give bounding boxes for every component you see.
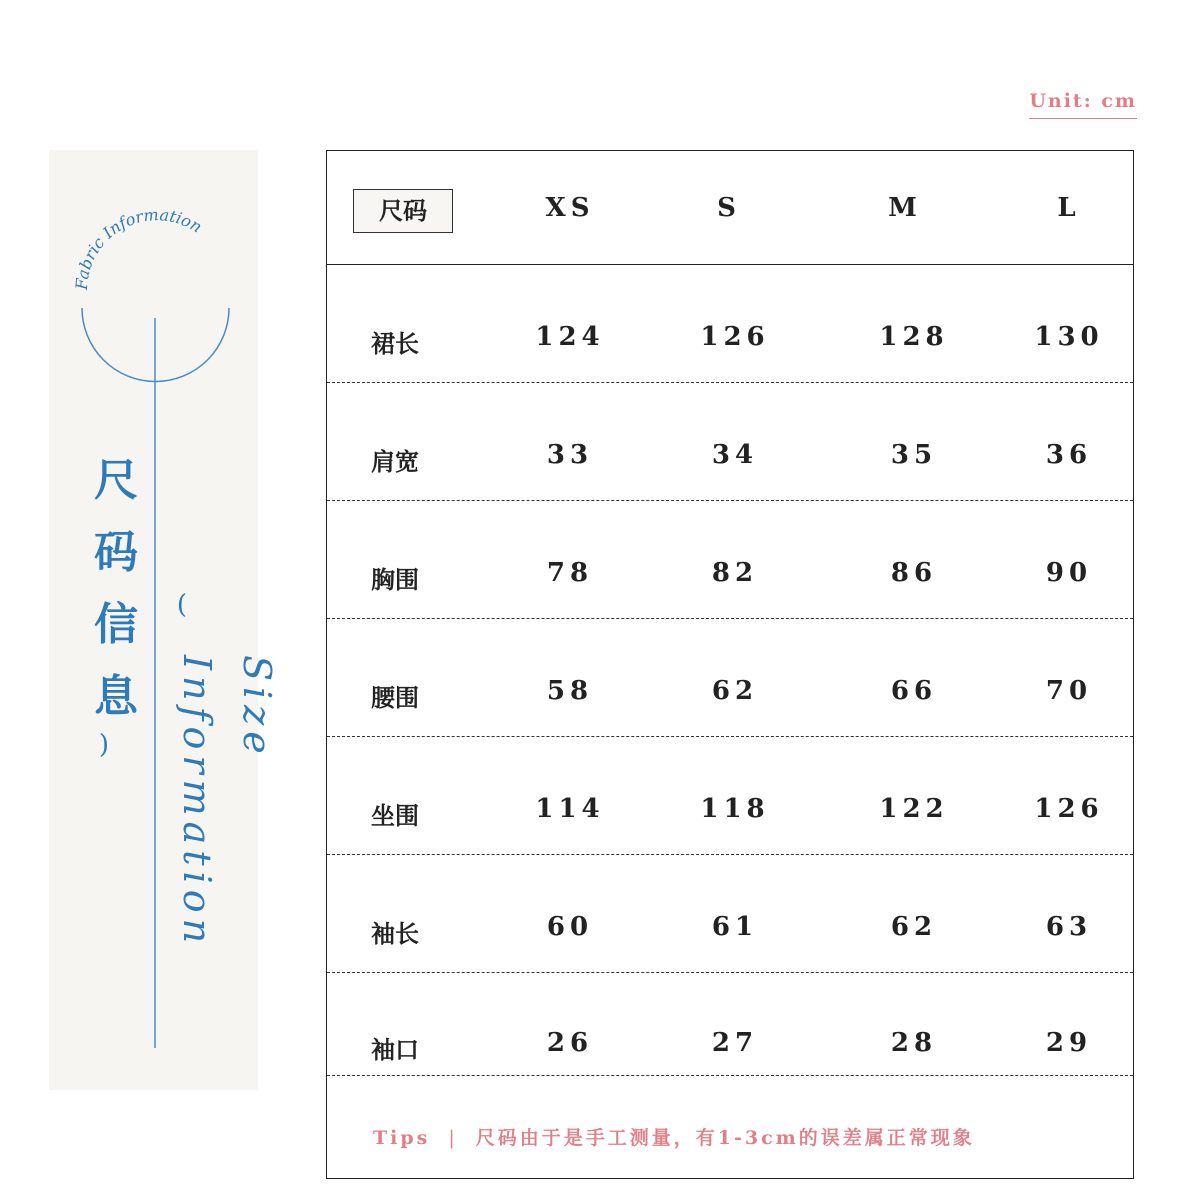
vertical-english-text: Size Information: [175, 655, 279, 950]
table-cell: 58: [546, 676, 594, 706]
table-cell: 29: [1045, 1028, 1093, 1058]
tips-separator: |: [448, 1127, 458, 1149]
table-cell: 86: [890, 558, 938, 588]
table-row: [327, 500, 1133, 619]
size-header-xs: XS: [545, 193, 595, 223]
table-header-row: [327, 151, 1133, 265]
table-cell: 90: [1045, 558, 1093, 588]
paren-open: (: [176, 590, 188, 620]
table-row: [327, 382, 1133, 501]
row-label: 坐围: [371, 801, 419, 830]
vertical-english: [167, 655, 279, 1055]
table-cell: 35: [890, 440, 938, 470]
size-header-m: M: [888, 193, 922, 223]
header-label: 尺码: [353, 189, 453, 233]
table-cell: 126: [1034, 794, 1104, 824]
table-cell: 62: [890, 912, 938, 942]
table-cell: 27: [711, 1028, 759, 1058]
size-table: [326, 150, 1134, 1179]
table-cell: 78: [546, 558, 594, 588]
table-row: [327, 618, 1133, 737]
table-cell: 26: [546, 1028, 594, 1058]
table-row: [327, 854, 1133, 973]
table-row: [327, 736, 1133, 855]
row-label: 裙长: [371, 329, 419, 358]
table-cell: 82: [711, 558, 759, 588]
side-title-char: 尺: [94, 455, 138, 506]
side-title-char: 信: [94, 599, 138, 650]
row-label: 袖长: [371, 919, 419, 948]
table-cell: 128: [879, 322, 949, 352]
table-cell: 70: [1045, 676, 1093, 706]
table-cell: 114: [535, 794, 605, 824]
table-cell: 118: [700, 794, 770, 824]
table-cell: 28: [890, 1028, 938, 1058]
tips: [373, 1123, 975, 1150]
side-title-char: 码: [94, 527, 138, 578]
table-cell: 130: [1034, 322, 1104, 352]
side-title-char: 息: [94, 671, 138, 722]
size-header-l: L: [1057, 193, 1081, 223]
unit-label: Unit: cm: [1029, 90, 1137, 119]
size-header-s: S: [717, 193, 741, 223]
table-cell: 34: [711, 440, 759, 470]
table-cell: 63: [1045, 912, 1093, 942]
table-cell: 124: [535, 322, 605, 352]
table-cell: 60: [546, 912, 594, 942]
tips-text: 尺码由于是手工测量，有1-3cm的误差属正常现象: [475, 1127, 975, 1149]
table-cell: 122: [879, 794, 949, 824]
table-row: [327, 264, 1133, 383]
table-cell: 61: [711, 912, 759, 942]
row-label: 腰围: [371, 683, 419, 712]
table-row: [327, 972, 1133, 1076]
arc-text: Fabric Information: [71, 204, 206, 291]
paren-close: ): [98, 730, 110, 760]
row-label: 肩宽: [371, 447, 419, 476]
row-label: 胸围: [371, 565, 419, 594]
table-cell: 36: [1045, 440, 1093, 470]
table-cell: 66: [890, 676, 938, 706]
tips-label: Tips: [373, 1127, 431, 1149]
row-label: 袖口: [371, 1035, 419, 1064]
table-cell: 33: [546, 440, 594, 470]
side-title: [86, 445, 146, 733]
side-panel: [49, 150, 279, 1090]
table-cell: 62: [711, 676, 759, 706]
table-cell: 126: [700, 322, 770, 352]
